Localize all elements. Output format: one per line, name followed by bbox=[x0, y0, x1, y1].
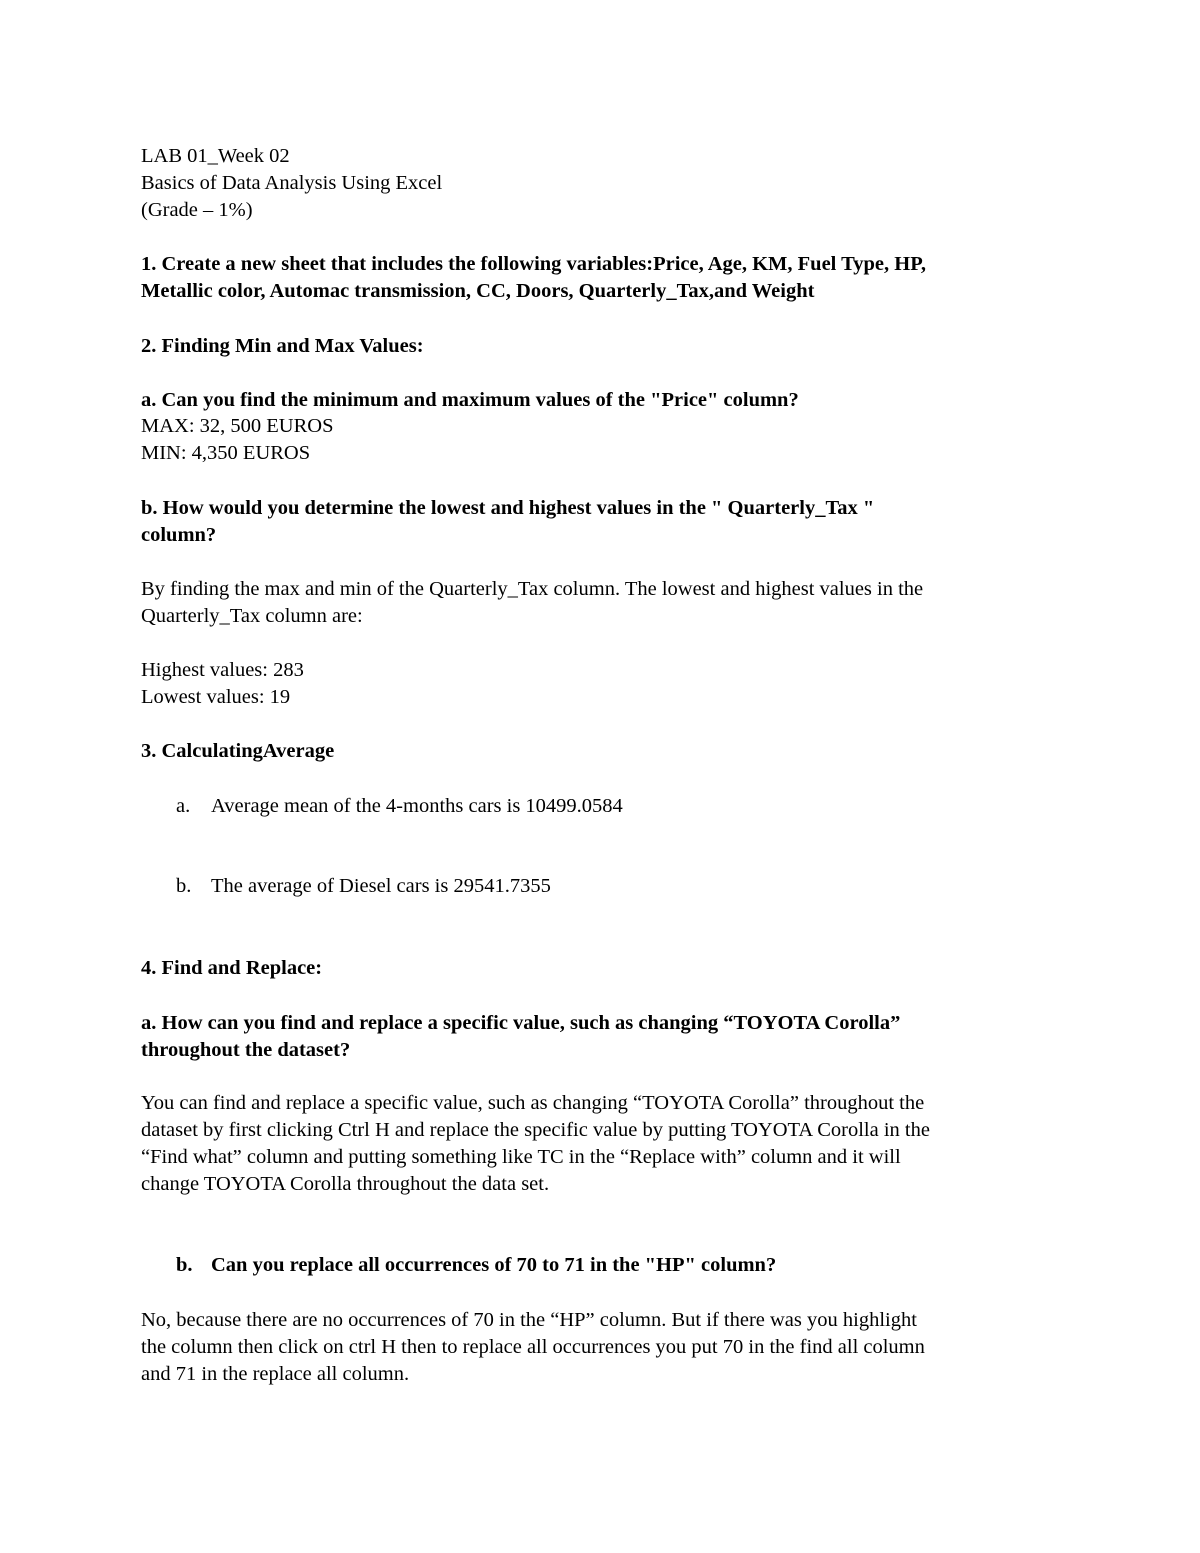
q2b-lowest: Lowest values: 19 bbox=[141, 686, 291, 708]
q2a-max: MAX: 32, 500 EUROS bbox=[141, 415, 334, 437]
q4a-question-line-2: throughout the dataset? bbox=[141, 1039, 351, 1061]
course-title: Basics of Data Analysis Using Excel bbox=[141, 172, 443, 194]
q2b-highest: Highest values: 283 bbox=[141, 659, 304, 681]
q3b-label: b. bbox=[176, 875, 192, 897]
q4a-question-line-1: a. How can you find and replace a specific value, such as changing “TOYOTA Corolla” bbox=[141, 1012, 901, 1034]
q2b-answer-line-1: By finding the max and min of the Quarterly_Tax column. The lowest and highest values in the bbox=[141, 578, 924, 600]
q1-line-1: 1. Create a new sheet that includes the following variables:Price, Age, KM, Fuel Type, HP, bbox=[141, 253, 926, 275]
q4b-label: b. bbox=[176, 1254, 193, 1276]
q3a-text: Average mean of the 4-months cars is 10499.0584 bbox=[211, 795, 623, 817]
q3-heading: 3. CalculatingAverage bbox=[141, 740, 335, 762]
q4a-answer-line-1: You can find and replace a specific value, such as changing “TOYOTA Corolla” throughout the bbox=[141, 1092, 925, 1114]
lab-title: LAB 01_Week 02 bbox=[141, 145, 290, 167]
q3b-text: The average of Diesel cars is 29541.7355 bbox=[211, 875, 551, 897]
grade-note: (Grade – 1%) bbox=[141, 199, 253, 221]
q4b-answer-line-1: No, because there are no occurrences of 70 in the “HP” column. But if there was you highlight bbox=[141, 1309, 917, 1331]
q4-heading: 4. Find and Replace: bbox=[141, 957, 323, 979]
q4b-answer-line-2: the column then click on ctrl H then to replace all occurrences you put 70 in the find all column bbox=[141, 1336, 925, 1358]
q2a-min: MIN: 4,350 EUROS bbox=[141, 442, 311, 464]
q3a-label: a. bbox=[176, 795, 191, 817]
q4b-question: Can you replace all occurrences of 70 to 71 in the "HP" column? bbox=[211, 1254, 777, 1276]
q4b-answer-line-3: and 71 in the replace all column. bbox=[141, 1363, 410, 1385]
q2b-question-line-2: column? bbox=[141, 524, 217, 546]
q2-heading: 2. Finding Min and Max Values: bbox=[141, 335, 424, 357]
q2a-question: a. Can you find the minimum and maximum values of the "Price" column? bbox=[141, 389, 799, 411]
q2b-answer-line-2: Quarterly_Tax column are: bbox=[141, 605, 363, 627]
q4a-answer-line-2: dataset by first clicking Ctrl H and replace the specific value by putting TOYOTA Corolla in the bbox=[141, 1119, 930, 1141]
q1-line-2: Metallic color, Automac transmission, CC, Doors, Quarterly_Tax,and Weight bbox=[141, 280, 815, 302]
q2b-question-line-1: b. How would you determine the lowest and highest values in the " Quarterly_Tax " bbox=[141, 497, 875, 519]
q4a-answer-line-4: change TOYOTA Corolla throughout the data set. bbox=[141, 1173, 550, 1195]
q4a-answer-line-3: “Find what” column and putting something like TC in the “Replace with” column and it will bbox=[141, 1146, 901, 1168]
